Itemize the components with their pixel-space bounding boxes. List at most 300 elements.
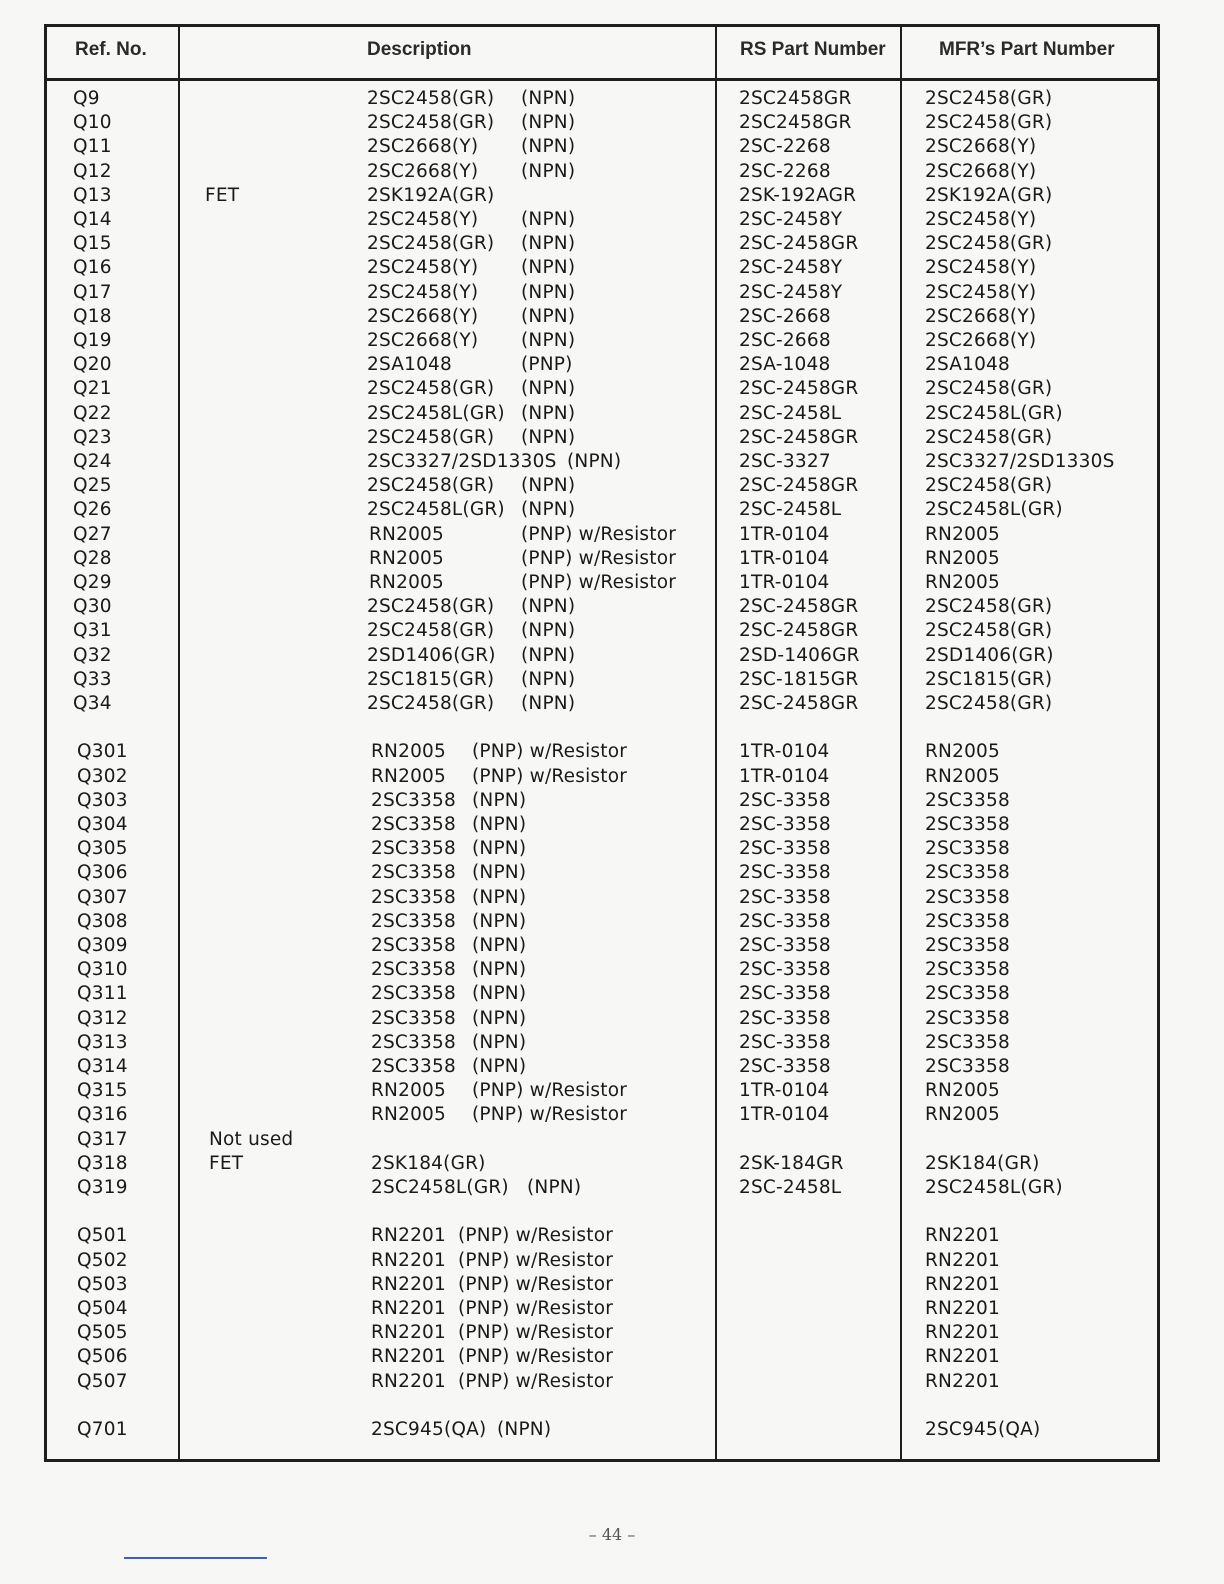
type-cell: (PNP) w/Resistor <box>472 765 628 787</box>
rs-part-cell: 2SC-2458L <box>739 499 842 521</box>
type-cell: (NPN) <box>521 136 576 158</box>
mfr-part-cell: 2SC2458L(GR) <box>925 1177 1063 1198</box>
table-row <box>47 595 1157 619</box>
mfr-part-cell: 2SC2458(GR) <box>925 112 1053 134</box>
rs-part-cell: 2SC-3358 <box>739 862 831 884</box>
mfr-part-cell: 2SC2458(Y) <box>925 257 1037 279</box>
rs-part-cell: 2SC-3358 <box>739 789 831 811</box>
rs-part-cell: 2SC-2458GR <box>739 475 859 497</box>
table-row <box>47 813 1157 837</box>
type-cell: (NPN) <box>521 160 576 182</box>
mfr-part-cell: 2SC3358 <box>925 789 1010 811</box>
type-cell: (NPN) <box>472 910 527 932</box>
table-row <box>47 619 1157 643</box>
mfr-part-cell: 2SC3358 <box>925 910 1010 932</box>
type-cell: (PNP) w/Resistor <box>458 1322 614 1344</box>
table-row <box>47 353 1157 377</box>
part-cell: 2SC2458(GR) <box>367 693 495 714</box>
type-cell: (PNP) <box>521 354 573 376</box>
ref-cell: Q319 <box>77 1177 128 1198</box>
part-cell: 2SC945(QA) <box>371 1419 487 1440</box>
type-cell: (PNP) w/Resistor <box>521 523 677 545</box>
table-row <box>47 958 1157 982</box>
ref-cell: Q12 <box>73 160 112 182</box>
ref-cell: Q502 <box>77 1249 128 1271</box>
mfr-part-cell: 2SC3358 <box>925 959 1010 981</box>
type-cell: (NPN) <box>521 644 576 666</box>
table-row <box>47 232 1157 256</box>
part-cell: 2SC2458(GR) <box>367 620 495 642</box>
ref-cell: Q33 <box>73 668 112 690</box>
table-row <box>47 281 1157 305</box>
mfr-part-cell: 2SC2458(GR) <box>925 596 1053 618</box>
part-cell: RN2005 <box>371 1104 446 1126</box>
footnote-rule <box>124 1557 267 1559</box>
rs-part-cell: 2SC-3358 <box>739 814 831 835</box>
mfr-part-cell: 2SC2668(Y) <box>925 305 1037 327</box>
ref-cell: Q27 <box>73 523 112 545</box>
rs-part-cell: 1TR-0104 <box>739 572 830 593</box>
type-cell: (NPN) <box>472 935 527 956</box>
table-row <box>47 740 1157 764</box>
type-cell: (NPN) <box>521 426 576 448</box>
rs-part-cell: 2SC-2668 <box>739 305 831 327</box>
mfr-part-cell: 2SC2458(Y) <box>925 281 1037 303</box>
rs-part-cell: 2SC-2458Y <box>739 209 843 230</box>
type-cell: (NPN) <box>472 1031 527 1053</box>
rs-part-cell: 2SC-3358 <box>739 935 831 956</box>
ref-cell: Q318 <box>77 1152 128 1174</box>
table-row <box>47 1176 1157 1200</box>
rs-part-cell: 2SC-2458GR <box>739 596 859 618</box>
table-row <box>47 135 1157 159</box>
type-cell: (PNP) w/Resistor <box>472 741 628 763</box>
ref-cell: Q313 <box>77 1031 128 1053</box>
ref-cell: Q22 <box>73 402 112 424</box>
mfr-part-cell: 2SK192A(GR) <box>925 184 1053 206</box>
table-row <box>47 377 1157 401</box>
table-row <box>47 329 1157 353</box>
type-cell: (NPN) <box>521 402 576 424</box>
mfr-part-cell: RN2005 <box>925 523 1000 545</box>
part-cell: 2SC3358 <box>371 789 456 811</box>
mfr-part-cell: RN2201 <box>925 1249 1000 1271</box>
ref-cell: Q308 <box>77 910 128 932</box>
table-row <box>47 208 1157 232</box>
mfr-part-cell: RN2005 <box>925 1080 1000 1102</box>
mfr-part-cell: 2SC3358 <box>925 1056 1010 1077</box>
ref-cell: Q9 <box>73 88 100 109</box>
mfr-part-cell: 2SC2458(GR) <box>925 693 1053 714</box>
header-mfr-part-number: MFR’s Part Number <box>939 39 1115 60</box>
part-cell: RN2201 <box>371 1322 446 1344</box>
part-cell: RN2005 <box>371 765 446 787</box>
ref-cell: Q505 <box>77 1322 128 1344</box>
part-cell: 2SA1048 <box>367 354 452 376</box>
part-cell: RN2201 <box>371 1346 446 1368</box>
rs-part-cell: 2SA-1048 <box>739 354 831 376</box>
rs-part-cell: 2SC-2668 <box>739 330 831 351</box>
table-row <box>47 789 1157 813</box>
ref-cell: Q307 <box>77 886 128 908</box>
ref-cell: Q317 <box>77 1128 128 1150</box>
mfr-part-cell: 2SK184(GR) <box>925 1152 1040 1174</box>
type-cell: (NPN) <box>472 983 527 1005</box>
ref-cell: Q25 <box>73 475 112 497</box>
page-number: – 44 – <box>588 1525 636 1544</box>
rs-part-cell: 1TR-0104 <box>739 741 830 763</box>
type-cell: (NPN) <box>472 862 527 884</box>
part-cell: 2SC2668(Y) <box>367 330 479 351</box>
rs-part-cell: 2SC-3358 <box>739 838 831 860</box>
type-cell: (NPN) <box>527 1177 582 1198</box>
ref-cell: Q701 <box>77 1419 128 1440</box>
type-cell: (NPN) <box>521 112 576 134</box>
rs-part-cell: 2SC-3358 <box>739 1007 831 1029</box>
type-cell: (NPN) <box>521 281 576 303</box>
rs-part-cell: 2SC-2458Y <box>739 257 843 279</box>
part-cell: 2SC2458(GR) <box>367 475 495 497</box>
part-cell: 2SC3358 <box>371 1007 456 1029</box>
ref-cell: Q306 <box>77 862 128 884</box>
type-cell: (PNP) w/Resistor <box>458 1346 614 1368</box>
part-cell: 2SC2458(Y) <box>367 257 479 279</box>
type-cell: (NPN) <box>521 499 576 521</box>
table-row <box>47 474 1157 498</box>
mfr-part-cell: 2SC3358 <box>925 1007 1010 1029</box>
part-cell: 2SC2458(GR) <box>367 596 495 618</box>
mfr-part-cell: 2SC3358 <box>925 983 1010 1005</box>
type-cell: (PNP) w/Resistor <box>458 1225 614 1247</box>
part-cell: RN2201 <box>371 1370 446 1392</box>
part-cell: 2SK184(GR) <box>371 1152 486 1174</box>
ref-cell: Q316 <box>77 1104 128 1126</box>
mfr-part-cell: 2SC2458(Y) <box>925 209 1037 230</box>
rs-part-cell: 2SC-3327 <box>739 451 831 472</box>
mfr-part-cell: RN2005 <box>925 765 1000 787</box>
ref-cell: Q15 <box>73 233 112 255</box>
part-cell: 2SC2458L(GR) <box>367 499 505 521</box>
table-row <box>47 1031 1157 1055</box>
table-row <box>47 1321 1157 1345</box>
table-row <box>47 1103 1157 1127</box>
part-cell: 2SC2458(Y) <box>367 209 479 230</box>
rs-part-cell: 1TR-0104 <box>739 1104 830 1126</box>
mfr-part-cell: 2SC2458L(GR) <box>925 402 1063 424</box>
type-cell: (PNP) w/Resistor <box>458 1370 614 1392</box>
mfr-part-cell: RN2201 <box>925 1370 1000 1392</box>
type-cell: (NPN) <box>521 620 576 642</box>
part-cell: RN2005 <box>369 523 444 545</box>
mfr-part-cell: RN2201 <box>925 1225 1000 1247</box>
rs-part-cell: 2SK-192AGR <box>739 184 857 206</box>
part-cell: 2SC2458L(GR) <box>367 402 505 424</box>
type-cell: (NPN) <box>497 1419 552 1440</box>
mfr-part-cell: RN2201 <box>925 1298 1000 1319</box>
type-cell: (NPN) <box>472 789 527 811</box>
type-cell: (PNP) w/Resistor <box>472 1080 628 1102</box>
type-cell: (PNP) w/Resistor <box>472 1104 628 1126</box>
mfr-part-cell: 2SC2668(Y) <box>925 136 1037 158</box>
part-cell: 2SC2668(Y) <box>367 160 479 182</box>
rs-part-cell: 1TR-0104 <box>739 765 830 787</box>
table-row <box>47 1224 1157 1248</box>
part-cell: 2SC2458(GR) <box>367 88 495 109</box>
table-row <box>47 450 1157 474</box>
table-row <box>47 1128 1157 1152</box>
part-cell: 2SC2668(Y) <box>367 136 479 158</box>
type-cell: (NPN) <box>521 257 576 279</box>
rs-part-cell: 2SC-3358 <box>739 886 831 908</box>
note-cell: FET <box>205 184 240 206</box>
table-row <box>47 1007 1157 1031</box>
rs-part-cell: 2SC-2268 <box>739 160 831 182</box>
ref-cell: Q18 <box>73 305 112 327</box>
part-cell: 2SC3358 <box>371 814 456 835</box>
ref-cell: Q13 <box>73 184 112 206</box>
ref-cell: Q30 <box>73 596 112 618</box>
type-cell: (PNP) w/Resistor <box>458 1273 614 1295</box>
part-cell: 2SC3358 <box>371 959 456 981</box>
table-row <box>47 765 1157 789</box>
ref-cell: Q16 <box>73 257 112 279</box>
ref-cell: Q309 <box>77 935 128 956</box>
type-cell: (NPN) <box>521 330 576 351</box>
mfr-part-cell: RN2005 <box>925 547 1000 569</box>
part-cell: 2SC3327/2SD1330S <box>367 451 557 472</box>
type-cell: (NPN) <box>472 814 527 835</box>
mfr-part-cell: 2SC2458(GR) <box>925 378 1053 400</box>
header-ref: Ref. No. <box>75 39 147 60</box>
ref-cell: Q14 <box>73 209 112 230</box>
table-row <box>47 910 1157 934</box>
table-row <box>47 1152 1157 1176</box>
part-cell: 2SC3358 <box>371 838 456 860</box>
part-cell: 2SC3358 <box>371 886 456 908</box>
mfr-part-cell: RN2005 <box>925 1104 1000 1126</box>
ref-cell: Q21 <box>73 378 112 400</box>
part-cell: 2SC3358 <box>371 1056 456 1077</box>
table-row <box>47 1370 1157 1394</box>
mfr-part-cell: RN2005 <box>925 572 1000 593</box>
rs-part-cell: 2SC-2458GR <box>739 426 859 448</box>
table-row <box>47 692 1157 716</box>
rs-part-cell: 2SC-2458GR <box>739 620 859 642</box>
type-cell: (NPN) <box>521 668 576 690</box>
ref-cell: Q31 <box>73 620 112 642</box>
mfr-part-cell: 2SC2668(Y) <box>925 160 1037 182</box>
mfr-part-cell: 2SC2458(GR) <box>925 426 1053 448</box>
parts-table <box>44 24 1160 1462</box>
note-cell: Not used <box>209 1128 294 1150</box>
ref-cell: Q26 <box>73 499 112 521</box>
ref-cell: Q506 <box>77 1346 128 1368</box>
part-cell: RN2005 <box>371 1080 446 1102</box>
ref-cell: Q315 <box>77 1080 128 1102</box>
table-row <box>47 668 1157 692</box>
type-cell: (PNP) w/Resistor <box>521 572 677 593</box>
part-cell: RN2005 <box>369 547 444 569</box>
part-cell: RN2005 <box>369 572 444 593</box>
ref-cell: Q314 <box>77 1056 128 1077</box>
ref-cell: Q311 <box>77 983 128 1005</box>
table-row <box>47 111 1157 135</box>
note-cell: FET <box>209 1152 244 1174</box>
type-cell: (NPN) <box>521 233 576 255</box>
part-cell: RN2201 <box>371 1225 446 1247</box>
table-row <box>47 547 1157 571</box>
ref-cell: Q312 <box>77 1007 128 1029</box>
ref-cell: Q23 <box>73 426 112 448</box>
mfr-part-cell: 2SC3358 <box>925 862 1010 884</box>
ref-cell: Q28 <box>73 547 112 569</box>
rs-part-cell: 1TR-0104 <box>739 523 830 545</box>
mfr-part-cell: 2SC3327/2SD1330S <box>925 451 1115 472</box>
mfr-part-cell: RN2201 <box>925 1273 1000 1295</box>
part-cell: 2SC2458(GR) <box>367 233 495 255</box>
part-cell: 2SC2458(GR) <box>367 112 495 134</box>
part-cell: 2SC3358 <box>371 935 456 956</box>
ref-cell: Q10 <box>73 112 112 134</box>
rs-part-cell: 2SC-2458Y <box>739 281 843 303</box>
header-rs-part-number: RS Part Number <box>740 39 886 60</box>
rs-part-cell: 2SC-3358 <box>739 910 831 932</box>
type-cell: (NPN) <box>521 475 576 497</box>
ref-cell: Q19 <box>73 330 112 351</box>
part-cell: 2SC2458L(GR) <box>371 1177 509 1198</box>
type-cell: (NPN) <box>472 838 527 860</box>
rs-part-cell: 2SC-3358 <box>739 1056 831 1077</box>
ref-cell: Q302 <box>77 765 128 787</box>
table-row <box>47 256 1157 280</box>
type-cell: (NPN) <box>521 378 576 400</box>
mfr-part-cell: RN2005 <box>925 741 1000 763</box>
type-cell: (NPN) <box>521 693 576 714</box>
part-cell: 2SC2458(GR) <box>367 426 495 448</box>
table-row <box>47 426 1157 450</box>
table-row <box>47 1079 1157 1103</box>
part-cell: 2SK192A(GR) <box>367 184 495 206</box>
mfr-part-cell: RN2201 <box>925 1322 1000 1344</box>
ref-cell: Q303 <box>77 789 128 811</box>
mfr-part-cell: 2SA1048 <box>925 354 1010 376</box>
table-row <box>47 523 1157 547</box>
type-cell: (PNP) w/Resistor <box>458 1298 614 1319</box>
table-row <box>47 982 1157 1006</box>
table-row <box>47 861 1157 885</box>
rs-part-cell: 2SC-3358 <box>739 1031 831 1053</box>
ref-cell: Q24 <box>73 451 112 472</box>
type-cell: (PNP) w/Resistor <box>458 1249 614 1271</box>
type-cell: (NPN) <box>472 1007 527 1029</box>
part-cell: RN2201 <box>371 1249 446 1271</box>
mfr-part-cell: 2SC3358 <box>925 814 1010 835</box>
rs-part-cell: 2SC-2458GR <box>739 378 859 400</box>
type-cell: (NPN) <box>521 596 576 618</box>
part-cell: 2SC2458(Y) <box>367 281 479 303</box>
table-row <box>47 498 1157 522</box>
mfr-part-cell: 2SC2458(GR) <box>925 88 1053 109</box>
table-row <box>47 87 1157 111</box>
part-cell: 2SC3358 <box>371 1031 456 1053</box>
table-row <box>47 305 1157 329</box>
rs-part-cell: 2SC-2458L <box>739 402 842 424</box>
ref-cell: Q310 <box>77 959 128 981</box>
ref-cell: Q301 <box>77 741 128 763</box>
mfr-part-cell: 2SC1815(GR) <box>925 668 1053 690</box>
mfr-part-cell: 2SC3358 <box>925 886 1010 908</box>
table-row <box>47 837 1157 861</box>
type-cell: (NPN) <box>521 209 576 230</box>
table-row <box>47 1297 1157 1321</box>
mfr-part-cell: 2SC3358 <box>925 838 1010 860</box>
type-cell: (NPN) <box>472 886 527 908</box>
table-row <box>47 1273 1157 1297</box>
mfr-part-cell: 2SC2458(GR) <box>925 620 1053 642</box>
rs-part-cell: 2SC-2268 <box>739 136 831 158</box>
rs-part-cell: 2SD-1406GR <box>739 644 860 666</box>
part-cell: RN2201 <box>371 1298 446 1319</box>
mfr-part-cell: 2SD1406(GR) <box>925 644 1054 666</box>
ref-cell: Q29 <box>73 572 112 593</box>
table-row <box>47 886 1157 910</box>
rs-part-cell: 2SC-2458GR <box>739 233 859 255</box>
rs-part-cell: 2SK-184GR <box>739 1152 844 1174</box>
type-cell: (PNP) w/Resistor <box>521 547 677 569</box>
table-row <box>47 571 1157 595</box>
ref-cell: Q11 <box>73 136 112 158</box>
part-cell: 2SD1406(GR) <box>367 644 496 666</box>
rs-part-cell: 1TR-0104 <box>739 547 830 569</box>
ref-cell: Q17 <box>73 281 112 303</box>
rs-part-cell: 2SC-3358 <box>739 983 831 1005</box>
mfr-part-cell: 2SC2668(Y) <box>925 330 1037 351</box>
table-row <box>47 402 1157 426</box>
table-row <box>47 644 1157 668</box>
ref-cell: Q32 <box>73 644 112 666</box>
ref-cell: Q503 <box>77 1273 128 1295</box>
rs-part-cell: 1TR-0104 <box>739 1080 830 1102</box>
ref-cell: Q305 <box>77 838 128 860</box>
table-row <box>47 1345 1157 1369</box>
ref-cell: Q504 <box>77 1298 128 1319</box>
rs-part-cell: 2SC-2458L <box>739 1177 842 1198</box>
ref-cell: Q20 <box>73 354 112 376</box>
header-divider <box>47 78 1157 81</box>
type-cell: (NPN) <box>567 451 622 472</box>
table-row <box>47 1249 1157 1273</box>
ref-cell: Q34 <box>73 693 112 714</box>
part-cell: 2SC3358 <box>371 910 456 932</box>
mfr-part-cell: 2SC2458(GR) <box>925 233 1053 255</box>
table-row <box>47 184 1157 208</box>
mfr-part-cell: 2SC3358 <box>925 935 1010 956</box>
rs-part-cell: 2SC2458GR <box>739 88 852 109</box>
rs-part-cell: 2SC-3358 <box>739 959 831 981</box>
table-row <box>47 1418 1157 1442</box>
part-cell: 2SC3358 <box>371 862 456 884</box>
part-cell: 2SC3358 <box>371 983 456 1005</box>
type-cell: (NPN) <box>521 305 576 327</box>
ref-cell: Q501 <box>77 1225 128 1247</box>
type-cell: (NPN) <box>472 959 527 981</box>
mfr-part-cell: 2SC945(QA) <box>925 1419 1041 1440</box>
mfr-part-cell: RN2201 <box>925 1346 1000 1368</box>
mfr-part-cell: 2SC2458L(GR) <box>925 499 1063 521</box>
table-row <box>47 160 1157 184</box>
part-cell: 2SC2668(Y) <box>367 305 479 327</box>
table-row <box>47 934 1157 958</box>
